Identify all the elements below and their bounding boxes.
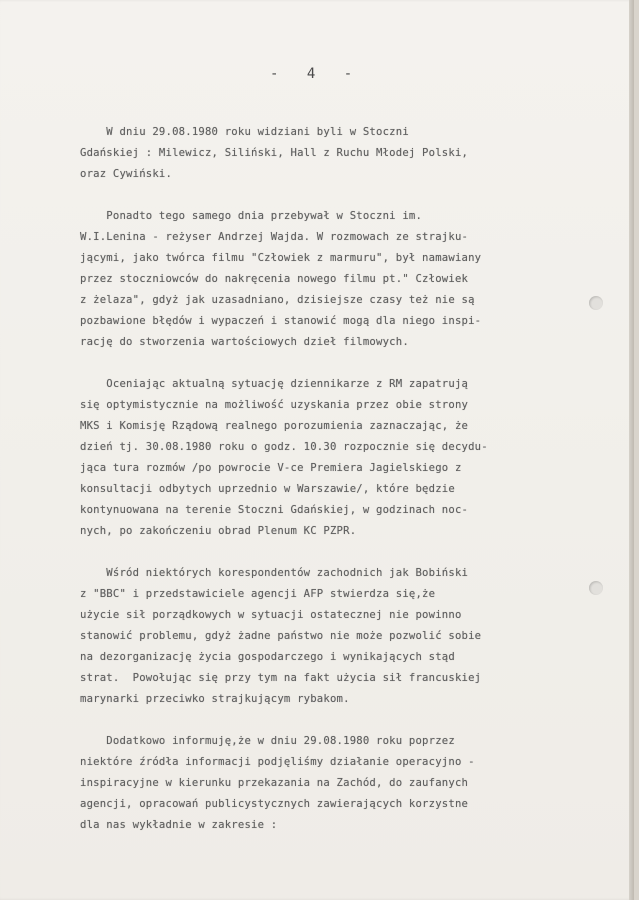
paragraph: [80, 731, 530, 836]
text-line: pozbawione błędów i wypaczeń i stanowić mogą dla niego inspi-: [80, 315, 482, 327]
text-line: Ponadto tego samego dnia przebywał w Stoczni im.: [80, 210, 423, 222]
text-line: inspiracyjne w kierunku przekazania na Zachód, do zaufanych: [80, 777, 469, 789]
text-line: MKS i Komisję Rządową realnego porozumienia zaznaczając, że: [80, 420, 469, 432]
text-line: z "BBC" i przedstawiciele agencji AFP stwierdza się,że: [80, 588, 436, 600]
text-line: agencji, opracowań publicystycznych zawierających korzystne: [80, 798, 469, 810]
text-line: stanowić problemu, gdyż żadne państwo nie może pozwolić sobie: [80, 630, 482, 642]
paragraph: [80, 122, 530, 185]
document-body: [80, 122, 530, 836]
text-line: niektóre źródła informacji podjęliśmy działanie operacyjno -: [80, 756, 475, 768]
punch-hole: [589, 296, 603, 310]
text-line: oraz Cywiński.: [80, 168, 173, 180]
text-line: Oceniając aktualną sytuację dziennikarze z RM zapatrują: [80, 378, 469, 390]
text-line: marynarki przeciwko strajkującym rybakom.: [80, 693, 350, 705]
text-line: strat. Powołując się przy tym na fakt użycia sił francuskiej: [80, 672, 482, 684]
text-line: Gdańskiej : Milewicz, Siliński, Hall z Ruchu Młodej Polski,: [80, 147, 469, 159]
text-line: kontynuowana na terenie Stoczni Gdańskiej, w godzinach noc-: [80, 504, 469, 516]
text-line: z żelaza", gdyż jak uzasadniano, dzisiejsze czasy też nie są: [80, 294, 475, 306]
text-line: na dezorganizację życia gospodarczego i wynikających stąd: [80, 651, 455, 663]
text-line: użycie sił porządkowych w sytuacji ostatecznej nie powinno: [80, 609, 462, 621]
text-line: Wśród niektórych korespondentów zachodnich jak Bobiński: [80, 567, 469, 579]
text-line: dla nas wykładnie w zakresie :: [80, 819, 278, 831]
text-line: jącymi, jako twórca filmu "Człowiek z marmuru", był namawiany: [80, 252, 482, 264]
text-line: jąca tura rozmów /po powrocie V-ce Premiera Jagielskiego z: [80, 462, 462, 474]
paragraph: [80, 206, 530, 353]
text-line: W dniu 29.08.1980 roku widziani byli w Stoczni: [80, 126, 409, 138]
page-edge-shadow: [629, 0, 634, 900]
text-line: dzień tj. 30.08.1980 roku o godz. 10.30 rozpocznie się decydu-: [80, 441, 488, 453]
text-line: się optymistycznie na możliwość uzyskania przez obie strony: [80, 399, 469, 411]
text-line: Dodatkowo informuję,że w dniu 29.08.1980 roku poprzez: [80, 735, 455, 747]
text-line: rację do stworzenia wartościowych dzieł filmowych.: [80, 336, 409, 348]
text-line: przez stoczniowców do nakręcenia nowego filmu pt." Człowiek: [80, 273, 469, 285]
paragraph: [80, 563, 530, 710]
text-line: konsultacji odbytych uprzednio w Warszawie/, które będzie: [80, 483, 455, 495]
paragraph: [80, 374, 530, 542]
text-line: nych, po zakończeniu obrad Plenum KC PZPR.: [80, 525, 357, 537]
punch-hole: [589, 581, 603, 595]
text-line: W.I.Lenina - reżyser Andrzej Wajda. W rozmowach ze strajku-: [80, 231, 469, 243]
page-number: - 4 -: [270, 66, 363, 82]
